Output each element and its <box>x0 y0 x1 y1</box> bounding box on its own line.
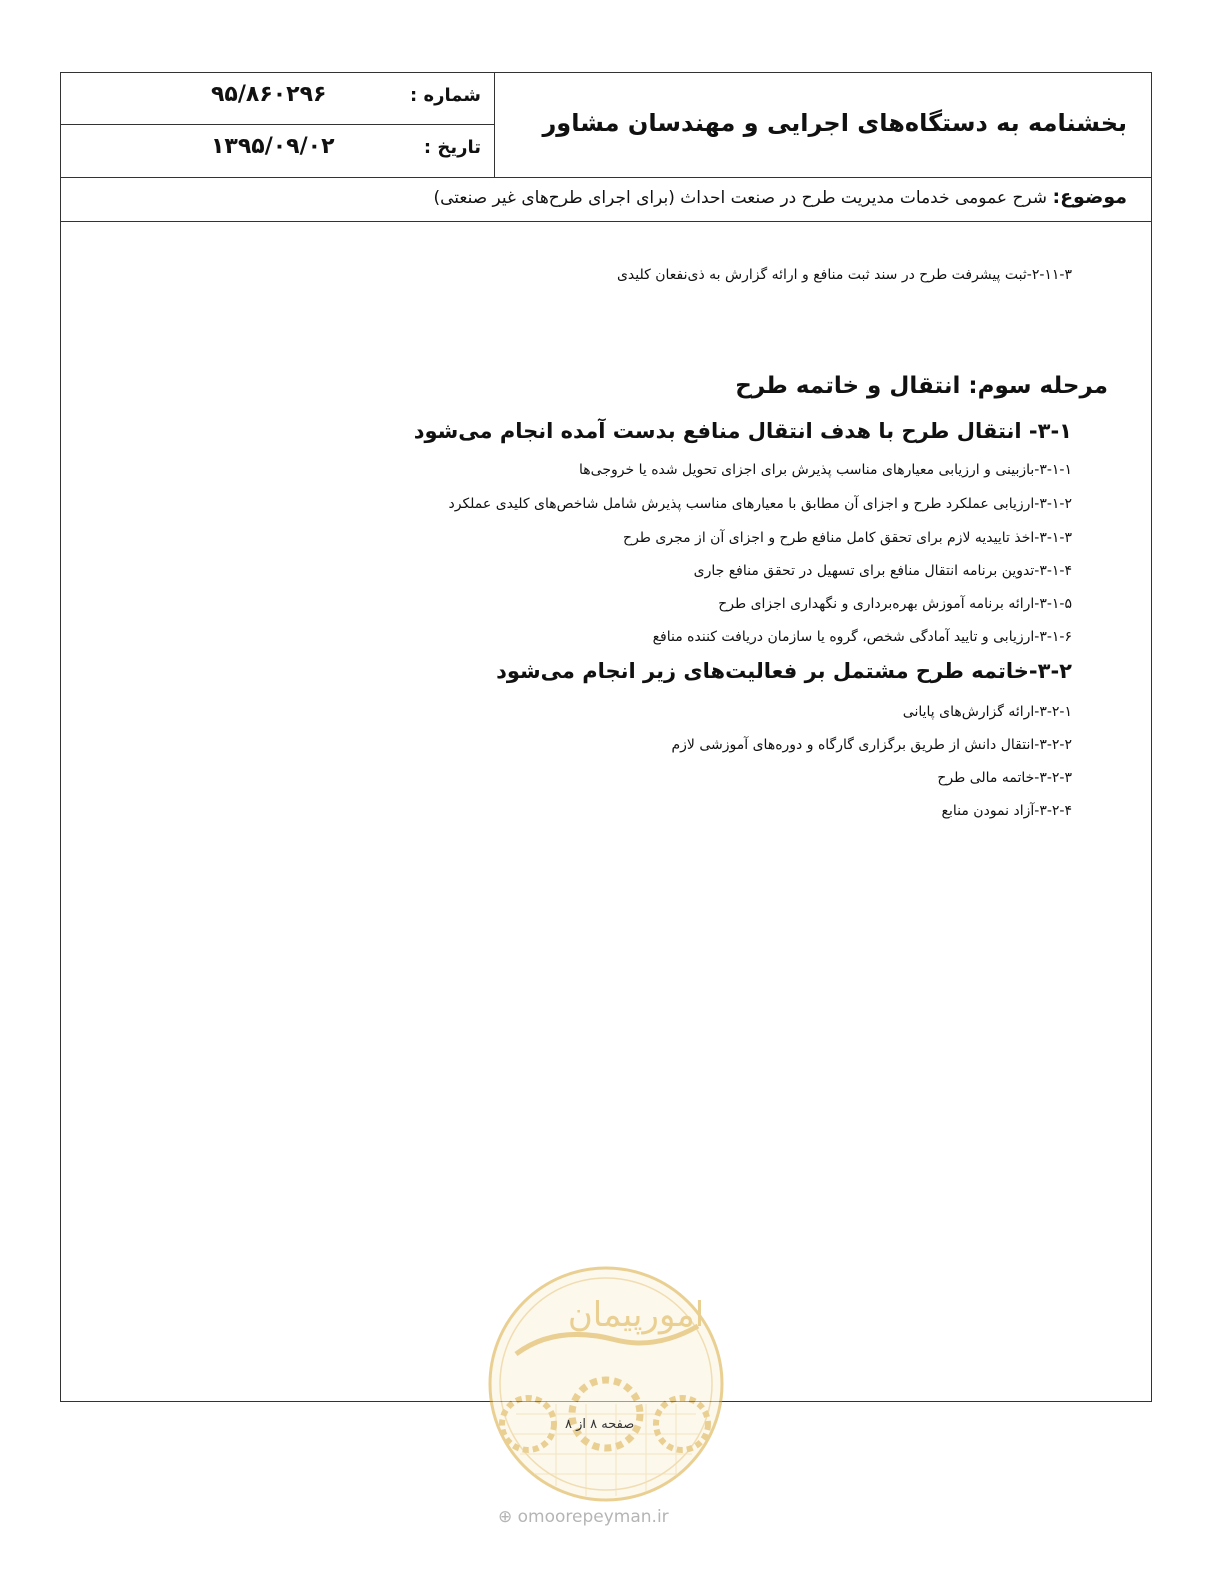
section1-item: ۳-۱-۶-ارزیابی و تایید آمادگی شخص، گروه یا سازمان دریافت کننده منافع <box>652 629 1072 645</box>
header-divider <box>494 73 495 177</box>
subject-line <box>433 186 1127 208</box>
section1-item: ۳-۱-۳-اخذ تاییدیه لازم برای تحقق کامل منافع طرح و اجزای آن از مجری طرح <box>623 530 1072 546</box>
intro-item: ۲-۱۱-۳-ثبت پیشرفت طرح در سند ثبت منافع و ارائه گزارش به ذی‌نفعان کلیدی <box>616 267 1072 283</box>
date-label: تاریخ : <box>423 137 481 158</box>
section2-item: ۳-۲-۳-خاتمه مالی طرح <box>937 770 1072 786</box>
section2-heading: ۳-۲-خاتمه طرح مشتمل بر فعالیت‌های زیر انجام می‌شود <box>496 659 1072 683</box>
subject-label: موضوع: <box>1052 186 1127 208</box>
document-title: بخشنامه به دستگاه‌های اجرایی و مهندسان مشاور <box>542 109 1127 137</box>
globe-icon: ⊕ <box>498 1507 513 1527</box>
section1-item: ۳-۱-۲-ارزیابی عملکرد طرح و اجزای آن مطابق با معیارهای مناسب پذیرش شامل شاخص‌های کلیدی عملکرد <box>448 496 1072 512</box>
watermark-logo-text: امورپیمان <box>567 1295 705 1335</box>
header-row <box>61 73 1151 178</box>
header-meta-divider <box>61 124 494 125</box>
section2-item: ۳-۲-۴-آزاد نمودن منابع <box>941 803 1072 819</box>
watermark-url <box>498 1507 669 1527</box>
section2-item: ۳-۲-۱-ارائه گزارش‌های پایانی <box>902 704 1072 720</box>
number-label: شماره : <box>410 85 481 106</box>
page-number: صفحه ۸ از ۸ <box>565 1417 635 1432</box>
section1-heading: ۳-۱- انتقال طرح با هدف انتقال منافع بدست آمده انجام می‌شود <box>413 419 1072 443</box>
watermark-logo <box>486 1264 726 1504</box>
date-value: ۱۳۹۵/۰۹/۰۲ <box>211 134 335 159</box>
section1-item: ۳-۱-۱-بازبینی و ارزیابی معیارهای مناسب پذیرش برای اجزای تحویل شده یا خروجی‌ها <box>579 462 1072 478</box>
section1-item: ۳-۱-۵-ارائه برنامه آموزش بهره‌برداری و نگهداری اجزای طرح <box>718 596 1072 612</box>
watermark-url-text: omoorepeyman.ir <box>517 1507 669 1527</box>
subject-text: شرح عمومی خدمات مدیریت طرح در صنعت احداث (برای اجرای طرح‌های غیر صنعتی) <box>433 188 1048 208</box>
section1-item: ۳-۱-۴-تدوین برنامه انتقال منافع برای تسهیل در تحقق منافع جاری <box>693 563 1072 579</box>
subject-row <box>61 177 1151 222</box>
number-value: ۹۵/۸۶۰۲۹۶ <box>211 82 327 107</box>
section2-item: ۳-۲-۲-انتقال دانش از طریق برگزاری گارگاه و دوره‌های آموزشی لازم <box>671 737 1072 753</box>
phase-heading: مرحله سوم: انتقال و خاتمه طرح <box>735 373 1108 399</box>
